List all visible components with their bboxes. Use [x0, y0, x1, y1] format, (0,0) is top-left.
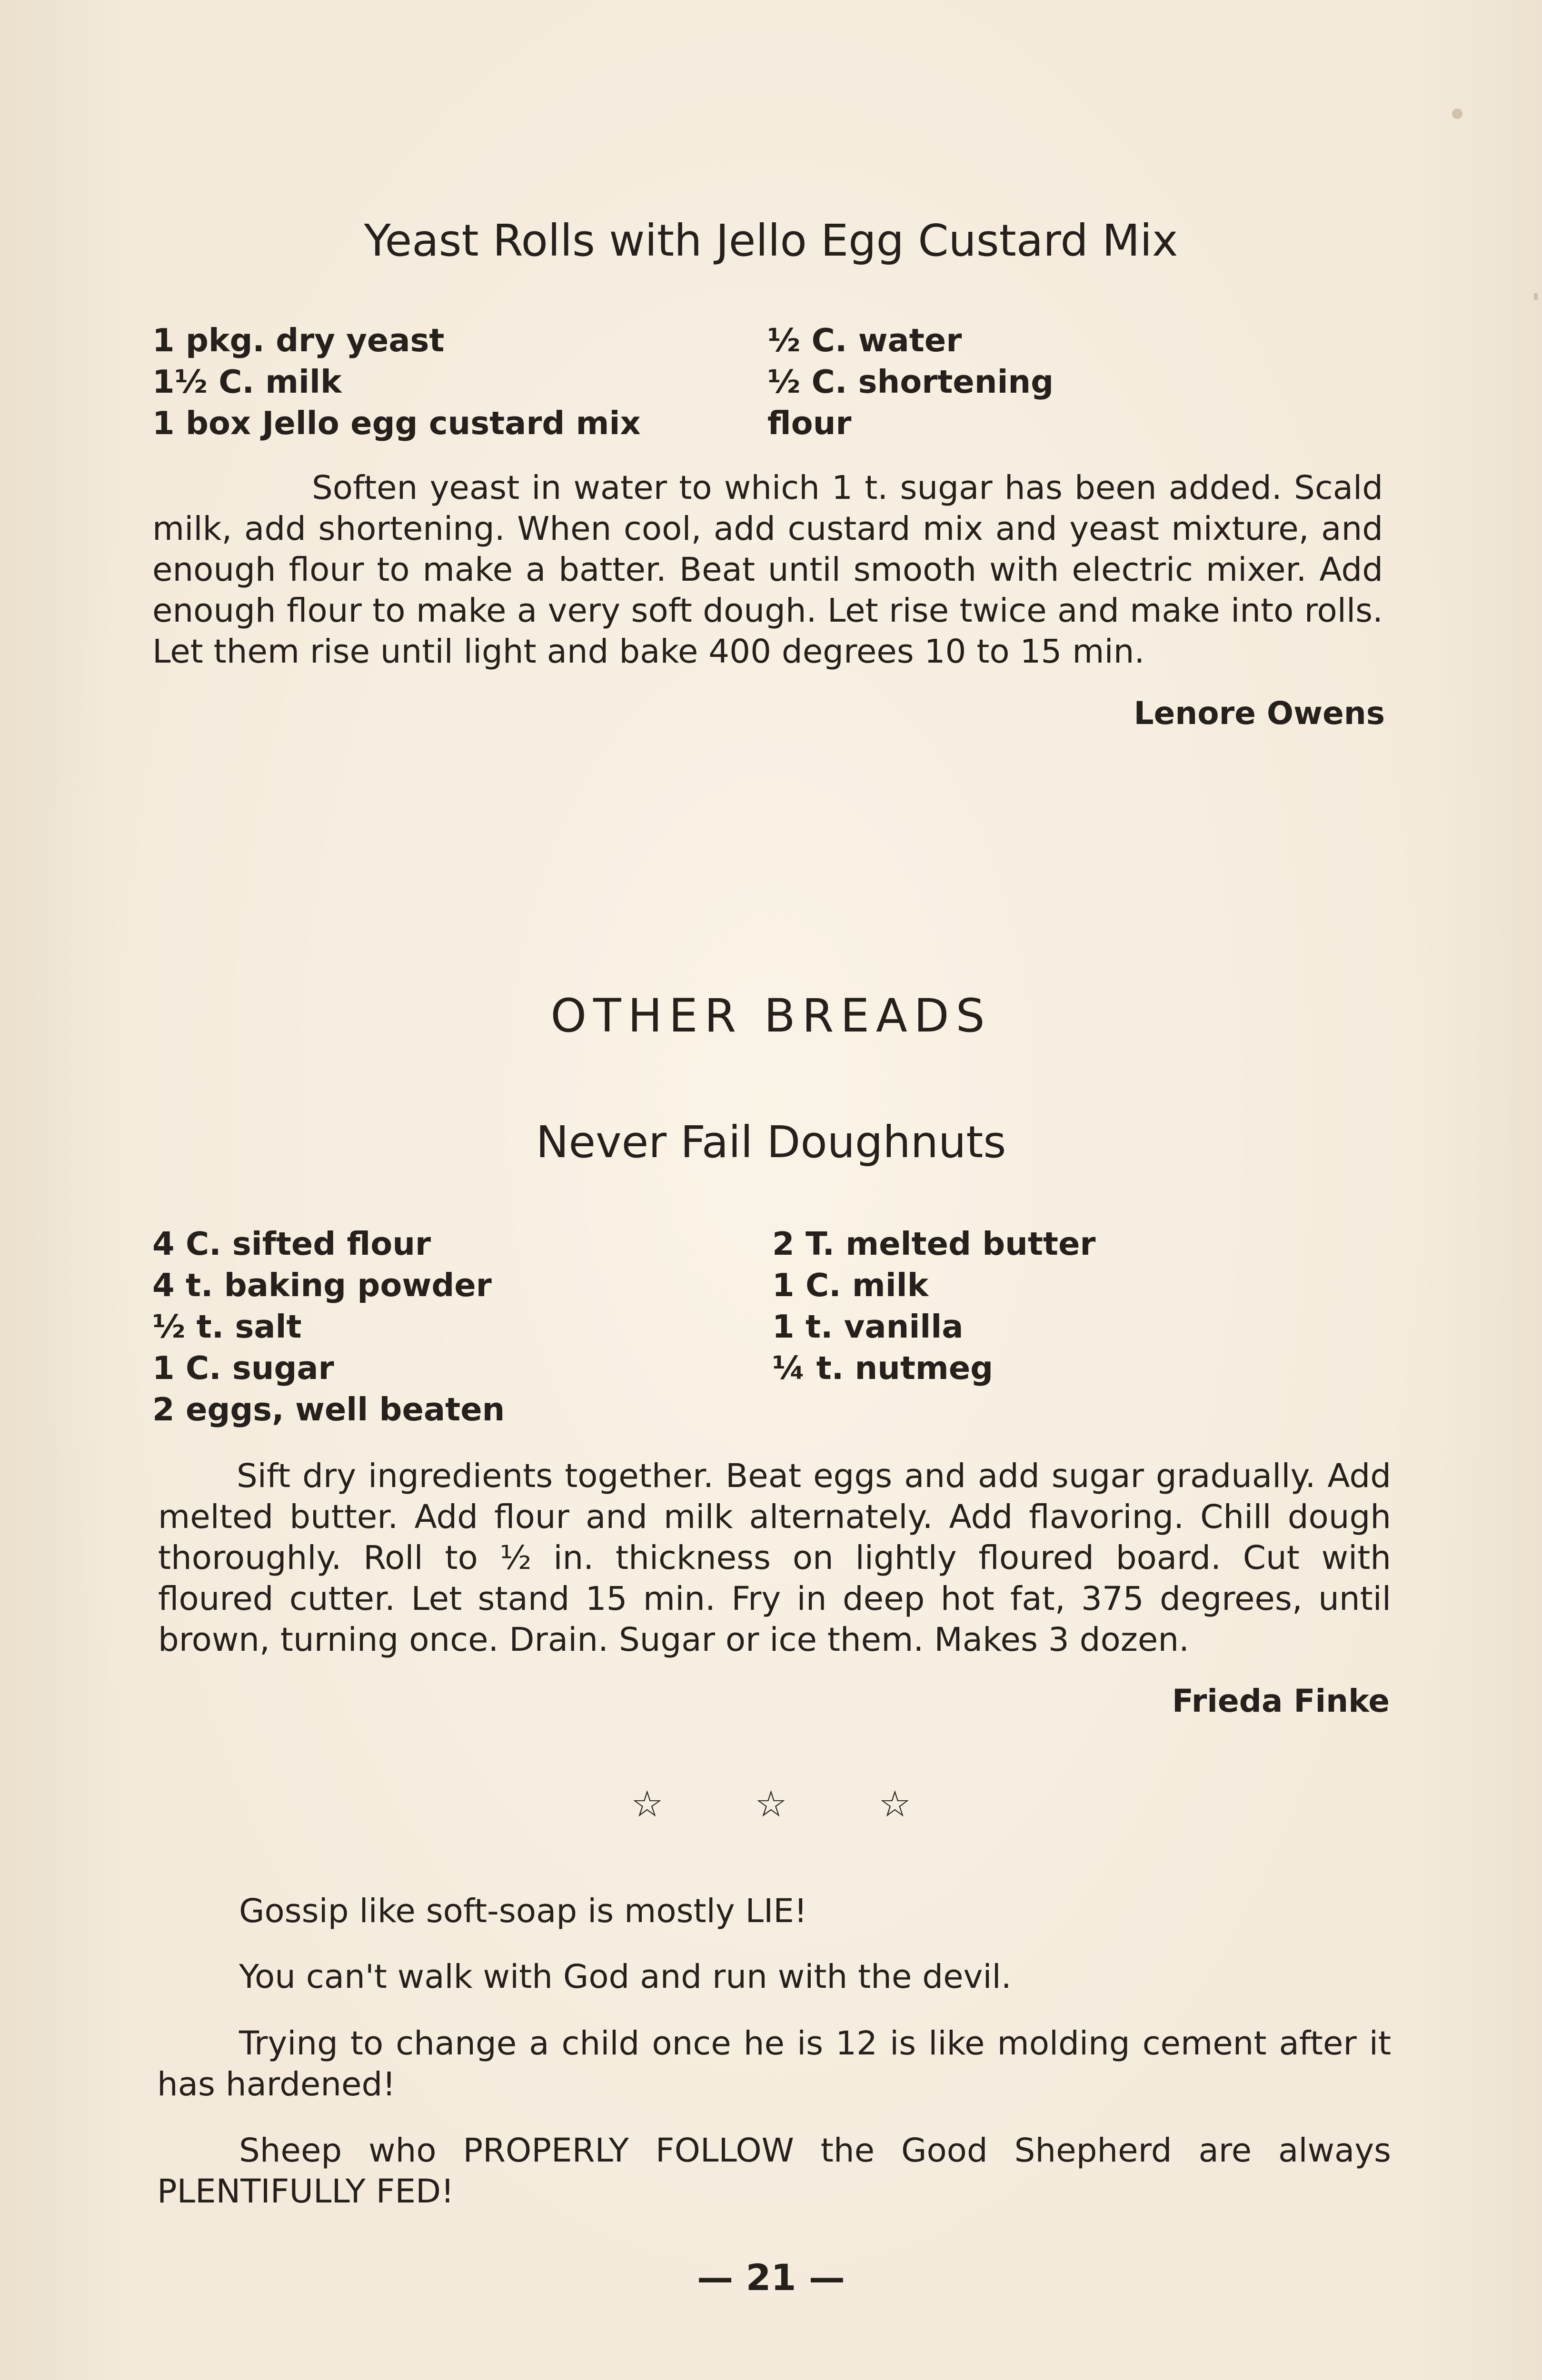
recipe-title-doughnuts: Never Fail Doughnuts: [536, 1117, 1006, 1168]
ingredient-item: 1 pkg. dry yeast: [152, 322, 445, 359]
ingredient-item: 1 t. vanilla: [772, 1308, 964, 1345]
star-icon: ☆: [631, 1783, 664, 1825]
recipe-title-yeast-rolls: Yeast Rolls with Jello Egg Custard Mix: [364, 215, 1178, 266]
ingredient-item: 1 C. sugar: [152, 1349, 334, 1387]
ingredient-item: ¼ t. nutmeg: [772, 1349, 994, 1387]
ingredient-item: 4 C. sifted flour: [152, 1225, 431, 1262]
ingredient-list-right: [772, 1223, 1095, 1389]
recipe-directions: Soften yeast in water to which 1 t. sugar has been added. Scald milk, add shortening. When cool, add custard mix and yeast mixture, and enough flour to make a batter. Beat until smooth with electric mixer. Add enough flour to make a very soft dough. Let rise twice and make into rolls. Let them rise until light and bake 400 degrees 10 to 15 min.: [152, 469, 1383, 671]
saying: Gossip like soft-soap is mostly LIE!: [239, 1892, 807, 1930]
star-divider: [0, 1783, 1542, 1825]
ingredient-item: 1½ C. milk: [152, 363, 342, 400]
ingredient-list-right: [767, 320, 1054, 444]
ingredient-item: flour: [767, 405, 852, 442]
paper-speck: [1452, 109, 1462, 119]
section-heading: OTHER BREADS: [550, 989, 992, 1042]
paper-mark: [1534, 293, 1538, 300]
ingredient-item: 4 t. baking powder: [152, 1267, 492, 1304]
ingredient-item: 2 T. melted butter: [772, 1225, 1096, 1262]
recipe-author: Frieda Finke: [1172, 1683, 1390, 1719]
star-icon: ☆: [755, 1783, 787, 1825]
page-number: — 21 —: [697, 2256, 845, 2299]
recipe-directions: Sift dry ingredients together. Beat eggs and add sugar gradually. Add melted butter. Add flour and milk alternately. Add flavoring. Chill dough thoroughly. Roll to ½ in. thickness on lightly floured board. Cut with floured cutter. Let stand 15 min. Fry in deep hot fat, 375 degrees, until brown, turning once. Drain. Sugar or ice them. Makes 3 dozen.: [158, 1457, 1391, 1659]
recipe-author: Lenore Owens: [1134, 695, 1385, 732]
ingredient-item: 1 C. milk: [772, 1267, 929, 1304]
ingredient-list-left: [152, 1223, 505, 1430]
saying: Sheep who PROPERLY FOLLOW the Good Shepherd are always PLENTIFULLY FED!: [157, 2132, 1391, 2211]
ingredient-item: ½ C. water: [767, 322, 962, 359]
ingredient-item: 1 box Jello egg custard mix: [152, 405, 641, 442]
star-icon: ☆: [878, 1783, 911, 1825]
ingredient-item: 2 eggs, well beaten: [152, 1391, 505, 1428]
saying: Trying to change a child once he is 12 is like molding cement after it has hardened!: [157, 2024, 1391, 2103]
saying: You can't walk with God and run with the devil.: [239, 1958, 1012, 1996]
ingredient-list-left: [152, 320, 641, 444]
ingredient-item: ½ C. shortening: [767, 363, 1054, 400]
ingredient-item: ½ t. salt: [152, 1308, 302, 1345]
